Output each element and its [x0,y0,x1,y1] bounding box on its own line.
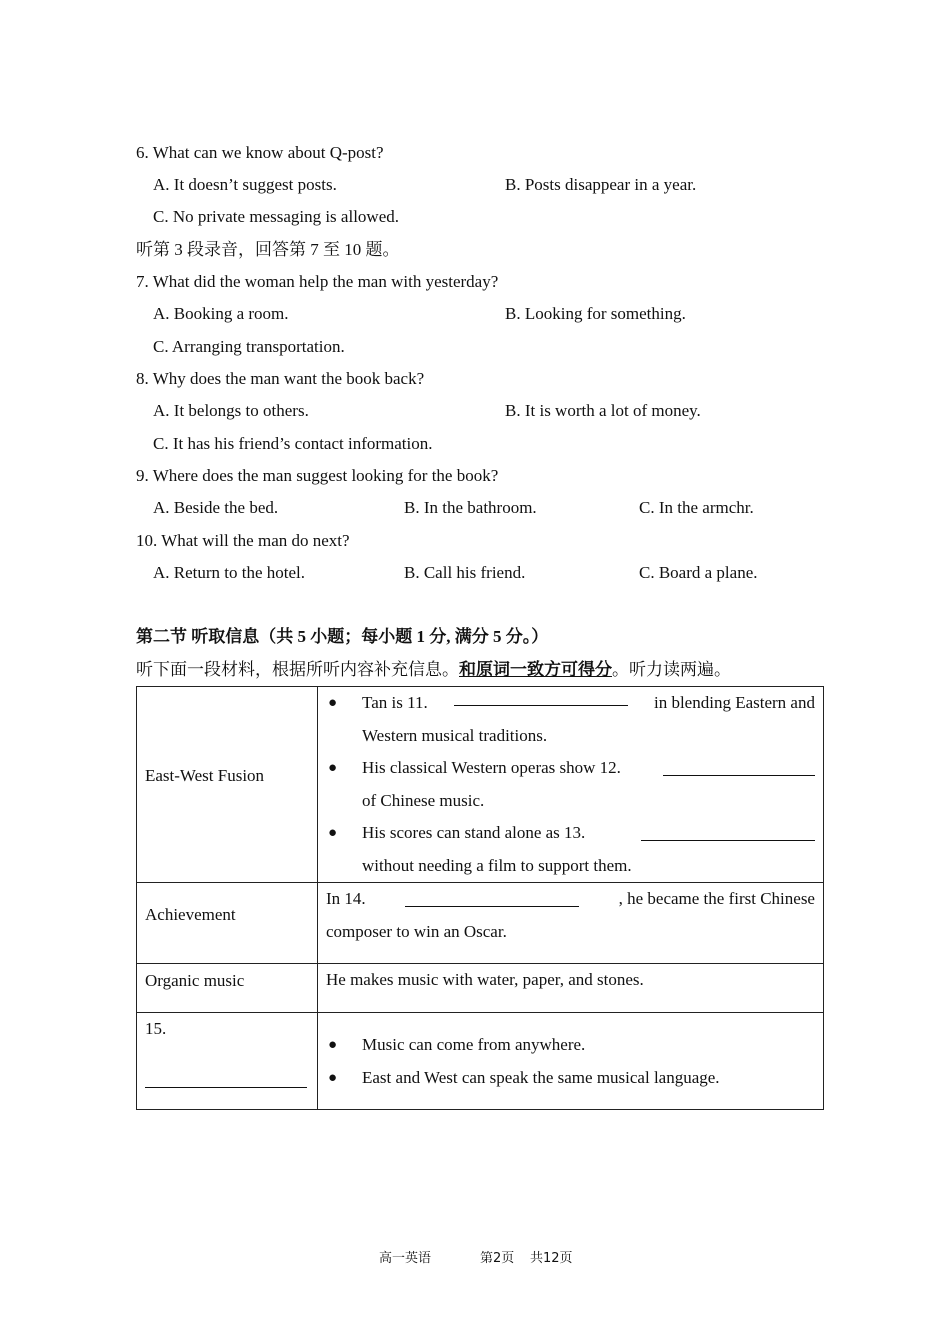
list-item [318,752,823,817]
question-9-stem: 9. Where does the man suggest looking for the book? [136,466,499,485]
achievement-text [318,883,823,948]
question-6-option-a: A. It doesn’t suggest posts. [153,175,337,194]
bullet-icon: ● [328,1037,338,1053]
answer-blank-15[interactable] [145,1069,307,1088]
item-text-line2: of Chinese music. [362,790,485,810]
question-6-option-c: C. No private messaging is allowed. [153,207,399,226]
section-3-instruction: 听第 3 段录音，回答第 7 至 10 题。 [136,240,400,259]
question-6-option-b: B. Posts disappear in a year. [505,175,697,194]
list-item [318,817,823,882]
question-6-stem: 6. What can we know about Q-post? [136,143,384,162]
table-content-cell [318,964,824,1013]
bullet-icon: ● [328,760,338,776]
question-10-option-c: C. Board a plane. [639,563,758,582]
part-2-heading: 第二节 听取信息（共 5 小题；每小题 1 分, 满分 5 分。） [136,627,549,646]
item-text-line2: composer to win an Oscar. [326,921,507,941]
table-content-cell [318,1013,824,1110]
item-text: In 14. [326,889,366,908]
row-label-organic-music: Organic music [145,971,245,990]
instruction-emphasis: 和原词一致方可得分 [459,660,612,679]
instruction-text-end: 。听力读两遍。 [612,660,731,679]
answer-blank-14[interactable] [405,888,579,907]
row-label-achievement: Achievement [145,905,236,924]
question-10-option-b: B. Call his friend. [404,563,526,582]
table-row [137,687,824,883]
question-9-option-b: B. In the bathroom. [404,498,537,517]
bullet-icon: ● [328,825,338,841]
instruction-text: 听下面一段材料，根据所听内容补充信息。 [136,660,459,679]
question-7-option-c: C. Arranging transportation. [153,337,345,356]
footer-subject: 高一英语 [379,1251,432,1266]
list-item [318,1029,823,1062]
answer-blank-13[interactable] [641,822,815,841]
item-text: Music can come from anywhere. [362,1035,586,1054]
table-row [137,883,824,964]
item-text: His scores can stand alone as 13. [362,823,586,842]
bullet-icon: ● [328,1069,338,1086]
bullet-icon: ● [328,695,338,711]
table-content-cell [318,687,824,883]
row-label-east-west-fusion: East-West Fusion [145,766,265,785]
item-text-line2: Western musical traditions. [362,725,548,745]
table-label-cell [137,964,318,1013]
question-10-stem: 10. What will the man do next? [136,531,350,550]
row-label-15: 15. [145,1019,167,1038]
question-9-option-a: A. Beside the bed. [153,498,279,517]
table-content-cell [318,883,824,964]
question-10-option-a: A. Return to the hotel. [153,563,306,582]
organic-music-text: He makes music with water, paper, and stones. [326,970,644,989]
item-text: Tan is 11. [362,693,428,712]
footer-total-pages: 共12页 [530,1251,573,1266]
question-7-option-a: A. Booking a room. [153,304,289,323]
question-8-stem: 8. Why does the man want the book back? [136,369,425,388]
list-item [318,687,823,752]
answer-blank-11[interactable] [454,687,628,706]
item-text: His classical Western operas show 12. [362,758,621,777]
item-text: in blending Eastern and [653,693,815,712]
question-9-option-c: C. In the armchr. [639,498,754,517]
part-2-instruction [136,659,731,681]
item-text: , he became the first Chinese [618,889,815,908]
question-7-option-b: B. Looking for something. [505,304,686,323]
list-item [318,1062,823,1095]
item-text: East and West can speak the same musical language. [362,1067,720,1087]
question-8-option-c: C. It has his friend’s contact information. [153,434,433,453]
table-label-cell [137,1013,318,1110]
information-table [136,686,824,1110]
answer-blank-12[interactable] [663,757,815,776]
item-text-line2: without needing a film to support them. [362,855,632,875]
question-8-option-a: A. It belongs to others. [153,401,309,420]
table-row [137,1013,824,1110]
footer-page-number: 第2页 [480,1251,515,1266]
table-label-cell [137,687,318,883]
question-7-stem: 7. What did the woman help the man with yesterday? [136,272,499,291]
table-label-cell [137,883,318,964]
table-row [137,964,824,1013]
question-8-option-b: B. It is worth a lot of money. [505,401,701,420]
